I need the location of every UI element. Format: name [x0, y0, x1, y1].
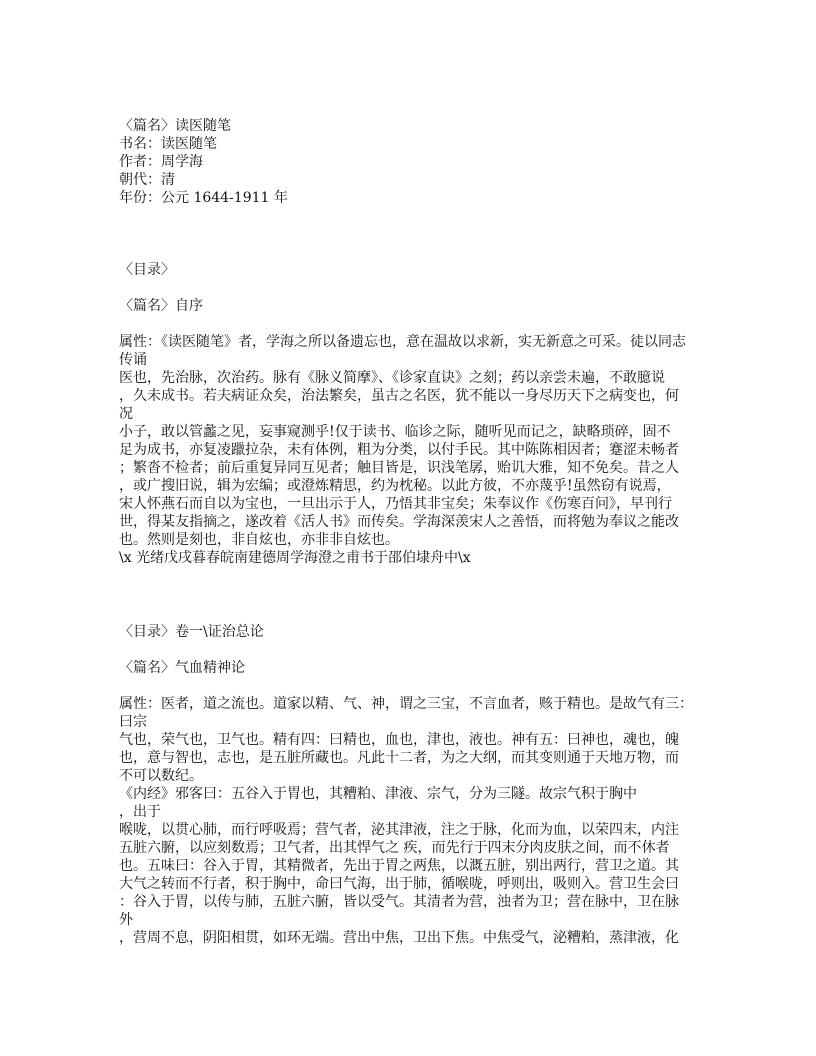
text-line: 喉咙，以贯心肺，而行呼吸焉；营气者，泌其津液，注之于脉，化而为血，以荣四末，内注 — [119, 822, 679, 838]
section-title: 〈篇名〉自序 — [119, 298, 203, 314]
text-line: 也。五味曰：谷入于胃，其精微者，先出于胃之两焦，以溉五脏，别出两行，营卫之道。其 — [119, 858, 679, 874]
text-line: 外 — [119, 912, 133, 928]
metadata-line: 年份：公元 1644-1911 年 — [119, 190, 288, 206]
text-line: 传诵 — [119, 352, 147, 368]
text-line: ，营周不息，阴阳相贯，如环无端。营出中焦，卫出下焦。中焦受气，泌糟粕，蒸津液，化 — [119, 930, 679, 946]
text-line: 不可以数纪。 — [119, 768, 203, 784]
text-line: 世，得某友指摘之，遂改着《活人书》而传矣。学海深羡宋人之善悟，而将勉为奉议之能改 — [119, 514, 679, 530]
toc-label: 〈目录〉 — [119, 262, 175, 278]
text-line: ，出于 — [119, 804, 161, 820]
text-line: ；繁沓不检者；前后重复异同互见者；触目皆是，识浅笔孱，贻讥大雅，知不免矣。昔之人 — [119, 460, 679, 476]
metadata-line: 〈篇名〉读医随笔 — [119, 118, 231, 134]
section-preface — [119, 297, 699, 567]
text-line: 宋人怀燕石而自以为宝也，一旦出示于人，乃悟其非宝矣；朱奉议作《伤寒百问》，早刊行 — [119, 496, 672, 512]
metadata-line: 朝代：清 — [119, 172, 175, 188]
toc-heading — [119, 261, 699, 279]
section-title: 〈篇名〉气血精神论 — [119, 660, 245, 676]
text-line: 足为成书，亦复凌躐拉杂，未有体例，粗为分类，以付手民。其中陈陈相因者；蹇涩未畅者 — [119, 442, 679, 458]
section-body — [119, 695, 699, 947]
section-body — [119, 333, 699, 567]
text-line: ，久未成书。若夫病证众矣，治法繁矣，虽古之名医，犹不能以一身尽历天下之病变也，何 — [119, 388, 679, 404]
text-line: 曰宗 — [119, 714, 147, 730]
text-line: ，或广搜旧说，辑为宏编；或澄炼精思，约为枕秘。以此方彼，不亦蔑乎!虽然窃有说焉， — [119, 478, 671, 494]
text-line: 况 — [119, 406, 133, 422]
book-metadata — [119, 117, 699, 207]
text-line: 小子，敢以管蠡之见，妄事窥测乎!仅于读书、临诊之际，随听见而记之，缺略琐碎，固不 — [119, 424, 671, 440]
text-line: 也。然则是刻也，非自炫也，亦非非自炫也。 — [119, 532, 399, 548]
text-line: \x 光绪戊戌暮春皖南建德周学海澄之甫书于邵伯埭舟中\x — [119, 550, 471, 566]
text-line: 也，意与智也，志也，是五脏所藏也。凡此十二者，为之大纲，而其变则通于天地万物，而 — [119, 750, 679, 766]
text-line: 医也，先治脉，次治药。脉有《脉义简摩》、《诊家直诀》之刻；药以亲尝未遍，不敢臆说 — [119, 370, 665, 386]
metadata-line: 作者：周学海 — [119, 154, 203, 170]
toc-label: 〈目录〉卷一\证治总论 — [119, 624, 264, 640]
text-line: 大气之转而不行者，积于胸中，命曰气海，出于肺，循喉咙，呼则出，吸则入。营卫生会曰 — [119, 876, 679, 892]
text-line: 《内经》邪客曰：五谷入于胃也，其糟粕、津液、宗气，分为三隧。故宗气积于胸中 — [119, 786, 637, 802]
text-line: 气也，荣气也，卫气也。精有四：曰精也，血也，津也，液也。神有五：曰神也，魂也，魄 — [119, 732, 679, 748]
text-line: ：谷入于胃，以传与肺，五脏六腑，皆以受气。其清者为营，浊者为卫；营在脉中，卫在脉 — [119, 894, 679, 910]
text-line: 属性：医者，道之流也。道家以精、气、神，谓之三宝，不言血者，赅于精也。是故气有三： — [119, 696, 693, 712]
metadata-line: 书名：读医随笔 — [119, 136, 217, 152]
text-line: 五脏六腑，以应刻数焉；卫气者，出其悍气之 疾，而先行于四末分肉皮肤之间，而不休者 — [119, 840, 670, 856]
toc-heading-volume-1 — [119, 623, 699, 641]
text-line: 属性：《读医随笔》者，学海之所以备遗忘也，意在温故以求新，实无新意之可采。徒以同志 — [119, 334, 686, 350]
section-qi-blood — [119, 659, 699, 947]
